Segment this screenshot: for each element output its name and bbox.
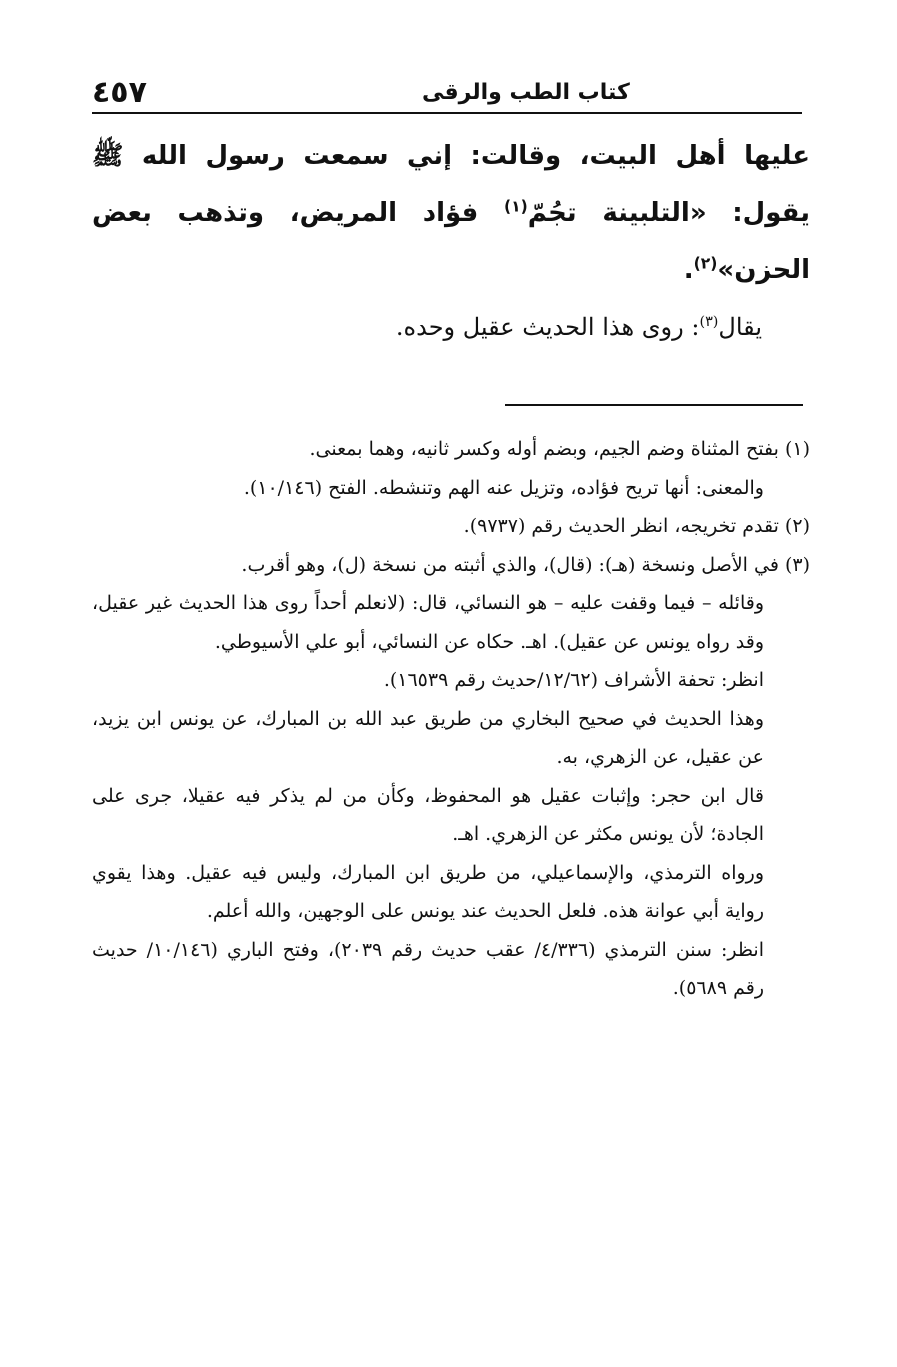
footnote-3: (٣) في الأصل ونسخة (هـ): (قال)، والذي أثبته من نسخة (ل)، وهو أقرب. bbox=[241, 553, 810, 576]
main-text bbox=[92, 128, 810, 349]
footnote-marker-2[interactable]: (٢) bbox=[693, 254, 718, 273]
footnote-3-paragraph: قال ابن حجر: وإثبات عقيل هو المحفوظ، وكأن من لم يذكر فيه عقيلا، جرى على الجادة؛ لأن يونس مكثر عن الزهري. اهـ. bbox=[92, 784, 764, 845]
footnote-marker-1[interactable]: (١) bbox=[503, 197, 528, 216]
footnote-1-continuation: والمعنى: أنها تريح فؤاده، وتزيل عنه الهم وتنشطه. الفتح (١٠/١٤٦). bbox=[243, 476, 764, 499]
footnote-3-paragraph: وقائله – فيما وقفت عليه – هو النسائي، قال: (لانعلم أحداً روى هذا الحديث غير عقيل، وقد رواه يونس عن عقيل). اهـ. حكاه عن النسائي، أبو علي الأسيوطي. bbox=[92, 592, 764, 653]
hadith-text-part2: فؤاد المريض، وتذهب بعض الحزن» bbox=[92, 198, 810, 285]
hadith-text-end: . bbox=[683, 255, 694, 285]
footnote-marker-3[interactable]: (٣) bbox=[699, 314, 719, 330]
narration-paragraph bbox=[92, 305, 810, 349]
narration-text-part1: يقال bbox=[718, 313, 762, 341]
hadith-paragraph bbox=[92, 128, 810, 299]
footnote-2: (٢) تقدم تخريجه، انظر الحديث رقم (٩٧٣٧). bbox=[463, 515, 810, 537]
footnote-separator bbox=[505, 404, 803, 406]
footnote-1: (١) بفتح المثناة وضم الجيم، وبضم أوله وكسر ثانيه، وهما بمعنى. bbox=[309, 438, 810, 460]
page-number: ٤٥٧ bbox=[92, 75, 147, 110]
footnote-3-paragraph: انظر: سنن الترمذي (٤/٣٣٦/ عقب حديث رقم ٢٠٣٩)، وفتح الباري (١٠/١٤٦/ حديث رقم ٥٦٨٩). bbox=[92, 938, 764, 999]
narration-text-part2: : روى هذا الحديث عقيل وحده. bbox=[395, 313, 700, 341]
running-title: كتاب الطب والرقى bbox=[422, 80, 630, 105]
footnote-3-paragraph: ورواه الترمذي، والإسماعيلي، من طريق ابن المبارك، وليس فيه عقيل. وهذا يقوي رواية أبي عوانة هذه. فلعل الحديث عند يونس على الوجهين، والله أعلم. bbox=[92, 861, 764, 922]
hadith-text-part1: عليها أهل البيت، وقالت: إني سمعت رسول الله ﷺ يقول: «التلبينة تجُمّ bbox=[92, 141, 810, 228]
footnote-3-paragraph: انظر: تحفة الأشراف (١٢/٦٢/حديث رقم ١٦٥٣٩). bbox=[383, 669, 764, 691]
page-header bbox=[92, 76, 802, 114]
footnotes bbox=[92, 430, 810, 1008]
footnote-3-paragraph: وهذا الحديث في صحيح البخاري من طريق عبد الله بن المبارك، عن يونس ابن يزيد، عن عقيل، عن الزهري، به. bbox=[92, 707, 764, 768]
